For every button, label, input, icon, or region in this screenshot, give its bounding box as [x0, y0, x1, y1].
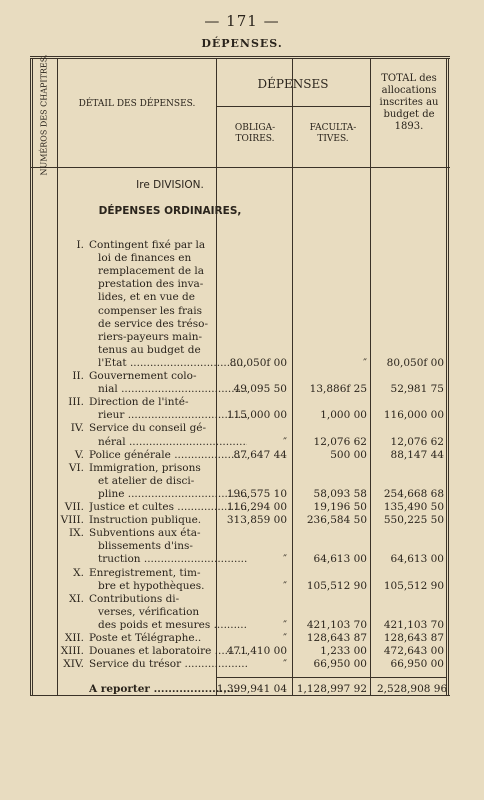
chapter-number: IV.	[70, 422, 84, 435]
expense-detail: truction .....	[98, 553, 247, 566]
amount-total: 80,050f 00	[386, 356, 444, 369]
chapter-number: II.	[72, 370, 84, 382]
expense-detail: verses, vérification	[98, 605, 200, 618]
table-row	[30, 553, 450, 566]
chapter-number: IX.	[69, 527, 84, 540]
expense-detail: pline .....	[98, 488, 247, 501]
table-row	[30, 436, 450, 449]
amount-facultatives: 236,584 50	[306, 514, 367, 527]
expense-detail: Service du trésor .....	[89, 658, 247, 671]
amount-obligatoires: 87,647 44	[233, 448, 287, 461]
table-row	[30, 331, 450, 344]
amount-total: 52,981 75	[390, 383, 444, 396]
expense-detail: tenus au budget de	[98, 343, 201, 356]
amount-obligatoires: ″	[283, 579, 287, 592]
expense-detail: rieur .....	[98, 409, 247, 422]
amount-total: 128,643 87	[383, 632, 444, 644]
table-row	[30, 422, 450, 435]
expense-detail: de service des tréso-	[98, 317, 208, 330]
chapter-number: I.	[76, 239, 84, 251]
table-row	[30, 645, 450, 658]
table-row	[30, 567, 450, 580]
page-number: — 171 —	[204, 12, 280, 30]
table-row	[30, 606, 450, 619]
table-row	[30, 305, 450, 318]
header-detail: DÉTAIL DES DÉPENSES.	[78, 99, 196, 109]
chapter-number: V.	[74, 448, 84, 461]
amount-total: 66,950 00	[390, 658, 444, 671]
expense-detail: remplacement de la	[98, 265, 205, 278]
budget-table	[30, 56, 450, 696]
table-row	[30, 632, 450, 645]
rule	[216, 677, 446, 678]
table-row	[30, 462, 450, 475]
expense-detail: néral .....	[98, 436, 247, 449]
table-row	[30, 318, 450, 331]
total-row	[30, 683, 450, 696]
total-total: 2,528,908 96	[377, 683, 448, 696]
amount-obligatoires: ″	[283, 632, 287, 644]
amount-obligatoires: 115,000 00	[226, 409, 287, 422]
amount-facultatives: 128,643 87	[306, 632, 367, 644]
table-row	[30, 278, 450, 291]
amount-total: 550,225 50	[383, 514, 444, 527]
amount-total: 254,668 68	[383, 487, 444, 500]
table-row	[30, 593, 450, 606]
table-row	[30, 344, 450, 357]
table-row	[30, 527, 450, 540]
amount-total: 135,490 50	[383, 501, 444, 513]
chapter-number: XIII.	[60, 645, 84, 658]
amount-obligatoires: ″	[283, 618, 287, 631]
amount-obligatoires: ″	[283, 435, 287, 448]
table-row	[30, 239, 450, 252]
amount-facultatives: 58,093 58	[313, 487, 367, 500]
amount-obligatoires: 196,575 10	[226, 487, 287, 500]
rule	[30, 167, 450, 168]
table-row	[30, 475, 450, 488]
amount-total: 472,643 00	[383, 645, 444, 658]
running-head: DÉPENSES.	[201, 37, 283, 50]
expense-detail: et atelier de disci-	[98, 474, 195, 487]
amount-facultatives: ″	[363, 356, 367, 369]
amount-facultatives: 1,000 00	[320, 409, 367, 422]
chapter-number: VIII.	[60, 514, 84, 527]
total-obligatoires: 1,399,941 04	[216, 683, 287, 696]
total-label: A reporter .....	[89, 683, 239, 696]
chapter-number: VI.	[68, 461, 84, 474]
header-total: TOTAL des allocations inscrites au budget de 1893.	[379, 73, 439, 132]
table-row	[30, 580, 450, 593]
table-row	[30, 501, 450, 514]
chapter-number: XIV.	[63, 658, 84, 671]
chapter-number: III.	[68, 396, 84, 409]
expense-detail: compenser les frais	[98, 304, 203, 317]
expense-detail: blissements d'ins-	[98, 540, 193, 553]
amount-obligatoires: 471,410 00	[226, 645, 287, 658]
chapter-number: XII.	[64, 632, 84, 644]
expense-detail: Service du conseil gé-	[89, 422, 207, 435]
table-row	[30, 514, 450, 527]
header-chapter-numbers: NUMÉROS DES CHAPITRES.	[39, 54, 49, 176]
expense-detail: Justice et cultes .....	[89, 501, 247, 514]
expense-detail: bre et hypothèques.	[98, 579, 205, 592]
table-row	[30, 265, 450, 278]
expense-detail: l'Etat .....	[98, 357, 247, 370]
amount-total: 105,512 90	[383, 579, 444, 592]
header-depenses: DÉPENSES	[257, 77, 329, 91]
amount-facultatives: 13,886f 25	[309, 383, 367, 396]
table-row	[30, 540, 450, 553]
expense-detail: prestation des inva-	[98, 278, 204, 291]
table-row	[30, 396, 450, 409]
expense-detail: Subventions aux éta-	[89, 527, 201, 540]
table-row	[30, 449, 450, 462]
amount-facultatives: 64,613 00	[313, 553, 367, 566]
amount-facultatives: 19,196 50	[313, 501, 367, 513]
amount-obligatoires: 116,294 00	[226, 501, 287, 513]
expense-detail: Gouvernement colo-	[89, 370, 197, 382]
table-row	[30, 383, 450, 396]
table-row	[30, 658, 450, 671]
total-facultatives: 1,128,997 92	[296, 683, 367, 696]
expense-detail: Police générale .....	[89, 449, 247, 462]
table-row	[30, 357, 450, 370]
amount-facultatives: 421,103 70	[306, 618, 367, 631]
chapter-number: XI.	[69, 592, 84, 605]
table-row	[30, 252, 450, 265]
expense-detail: nial .....	[98, 383, 247, 396]
expense-detail: Contributions di-	[89, 592, 180, 605]
amount-total: 88,147 44	[390, 448, 444, 461]
table-row	[30, 370, 450, 383]
amount-total: 116,000 00	[383, 409, 444, 422]
amount-total: 421,103 70	[383, 618, 444, 631]
expense-detail: Immigration, prisons	[89, 461, 201, 474]
expense-detail: lides, et en vue de	[98, 291, 195, 304]
amount-obligatoires: 49,095 50	[233, 383, 287, 396]
amount-obligatoires: 80,050f 00	[229, 356, 287, 369]
header-obligatoires: OBLIGA- TOIRES.	[234, 123, 276, 144]
amount-facultatives: 1,233 00	[320, 645, 367, 658]
table-row	[30, 409, 450, 422]
expense-detail: Contingent fixé par la	[89, 239, 206, 251]
amount-facultatives: 500 00	[330, 448, 367, 461]
expense-detail: Poste et Télégraphe..	[89, 632, 202, 644]
section-title: DÉPENSES ORDINAIRES,	[98, 205, 242, 217]
amount-obligatoires: 313,859 00	[226, 514, 287, 527]
chapter-number: X.	[73, 566, 84, 579]
division-title: Ire DIVISION.	[136, 179, 204, 191]
expense-detail: loi de finances en	[98, 252, 192, 265]
expense-detail: Douanes et laboratoire .....	[89, 645, 247, 658]
rule	[216, 106, 370, 107]
header-facultatives: FACULTA- TIVES.	[309, 123, 357, 144]
table-row	[30, 619, 450, 632]
amount-total: 64,613 00	[390, 553, 444, 566]
expense-detail: Enregistrement, tim-	[89, 566, 201, 579]
amount-obligatoires: ″	[283, 553, 287, 566]
expense-detail: riers-payeurs main-	[98, 330, 203, 343]
amount-facultatives: 66,950 00	[313, 658, 367, 671]
chapter-number: VII.	[64, 501, 84, 513]
amount-facultatives: 12,076 62	[313, 435, 367, 448]
table-row	[30, 291, 450, 304]
expense-detail: Instruction publique.	[89, 514, 202, 527]
table-row	[30, 488, 450, 501]
amount-total: 12,076 62	[390, 435, 444, 448]
expense-detail: des poids et mesures .....	[98, 619, 247, 632]
amount-facultatives: 105,512 90	[306, 579, 367, 592]
amount-obligatoires: ″	[283, 658, 287, 671]
expense-detail: Direction de l'inté-	[89, 396, 189, 409]
